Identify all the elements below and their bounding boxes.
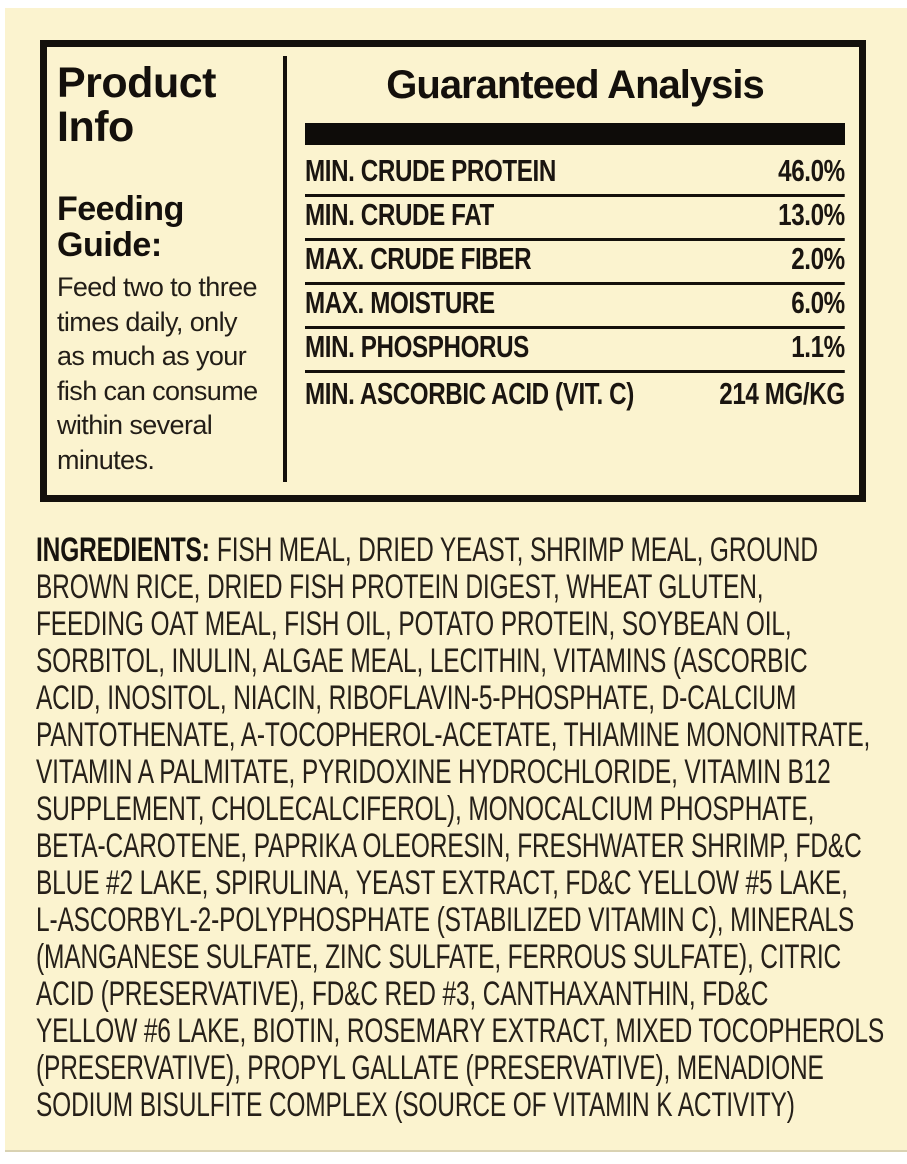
analysis-row-value: 214 MG/KG: [719, 376, 845, 411]
analysis-row-label: MAX. CRUDE FIBER: [305, 241, 532, 276]
analysis-row: [305, 197, 845, 241]
product-info-panel: [40, 40, 866, 502]
ingredients-line: BROWN RICE, DRIED FISH PROTEIN DIGEST, WHEAT GLUTEN,: [36, 568, 764, 606]
ingredients-lines: [36, 569, 893, 1124]
black-divider-bar: [305, 123, 845, 145]
analysis-row-label: MIN. CRUDE FAT: [305, 197, 494, 232]
ingredients-line: VITAMIN A PALMITATE, PYRIDOXINE HYDROCHLORIDE, VITAMIN B12: [36, 753, 831, 791]
ingredients-heading: INGREDIENTS:: [36, 531, 210, 569]
ingredients-line: SODIUM BISULFITE COMPLEX (SOURCE OF VITAMIN K ACTIVITY): [36, 1086, 795, 1124]
product-info-title: Product Info: [57, 59, 216, 151]
feeding-guide-line: minutes.: [57, 444, 155, 475]
ingredients-line: PANTOTHENATE, A-TOCOPHEROL-ACETATE, THIAMINE MONONITRATE,: [36, 716, 871, 754]
ingredients-line: SORBITOL, INULIN, ALGAE MEAL, LECITHIN, VITAMINS (ASCORBIC: [36, 642, 808, 680]
analysis-row: [305, 329, 845, 373]
feeding-guide-heading: Feeding Guide:: [57, 190, 184, 264]
analysis-row: [305, 373, 845, 417]
ingredients-line: (MANGANESE SULFATE, ZINC SULFATE, FERROUS SULFATE), CITRIC: [36, 938, 842, 976]
analysis-row: [305, 153, 845, 197]
ingredients-line: L-ASCORBYL-2-POLYPHOSPHATE (STABILIZED VITAMIN C), MINERALS: [36, 901, 855, 939]
analysis-row-value: 6.0%: [791, 285, 845, 320]
analysis-row-value: 1.1%: [791, 329, 845, 364]
analysis-row-value: 46.0%: [778, 153, 845, 188]
guaranteed-analysis-table: [305, 153, 845, 417]
ingredients-first-line: [36, 532, 893, 569]
ingredients-line: SUPPLEMENT, CHOLECALCIFEROL), MONOCALCIUM PHOSPHATE,: [36, 790, 815, 828]
analysis-row-label: MIN. PHOSPHORUS: [305, 329, 529, 364]
ingredients-line: (PRESERVATIVE), PROPYL GALLATE (PRESERVATIVE), MENADIONE: [36, 1049, 824, 1087]
feeding-guide-line: as much as your: [57, 341, 247, 371]
ingredients-line: ACID, INOSITOL, NIACIN, RIBOFLAVIN-5-PHOSPHATE, D-CALCIUM: [36, 679, 797, 717]
feeding-guide-line: times daily, only: [57, 306, 237, 337]
analysis-row: [305, 285, 845, 329]
analysis-row-value: 2.0%: [791, 241, 845, 276]
ingredients-line: ACID (PRESERVATIVE), FD&C RED #3, CANTHAXANTHIN, FD&C: [36, 975, 769, 1013]
analysis-row-label: MAX. MOISTURE: [305, 285, 495, 320]
guaranteed-analysis-title: Guaranteed Analysis: [386, 63, 764, 107]
analysis-row-value: 13.0%: [778, 197, 845, 232]
ingredients-line: FEEDING OAT MEAL, FISH OIL, POTATO PROTEIN, SOYBEAN OIL,: [36, 605, 792, 643]
guaranteed-analysis-column: [287, 47, 859, 495]
analysis-row-label: MIN. ASCORBIC ACID (VIT. C): [305, 376, 634, 411]
feeding-guide-line: Feed two to three: [57, 272, 257, 302]
ingredients-line: BETA-CAROTENE, PAPRIKA OLEORESIN, FRESHWATER SHRIMP, FD&C: [36, 827, 862, 865]
ingredients-line: YELLOW #6 LAKE, BIOTIN, ROSEMARY EXTRACT, MIXED TOCOPHEROLS: [36, 1012, 885, 1050]
feeding-guide-line: within several: [57, 410, 213, 440]
feeding-guide-line: fish can consume: [57, 375, 258, 406]
feeding-guide-text: [57, 270, 275, 477]
analysis-row-label: MIN. CRUDE PROTEIN: [305, 153, 556, 188]
ingredients-line: BLUE #2 LAKE, SPIRULINA, YEAST EXTRACT, FD&C YELLOW #5 LAKE,: [36, 864, 848, 902]
ingredients-section: [36, 532, 893, 1124]
product-info-column: [47, 47, 283, 495]
analysis-row: [305, 241, 845, 285]
label-page: [5, 8, 907, 1152]
ingredients-first-line-text: FISH MEAL, DRIED YEAST, SHRIMP MEAL, GROUND: [216, 531, 818, 569]
